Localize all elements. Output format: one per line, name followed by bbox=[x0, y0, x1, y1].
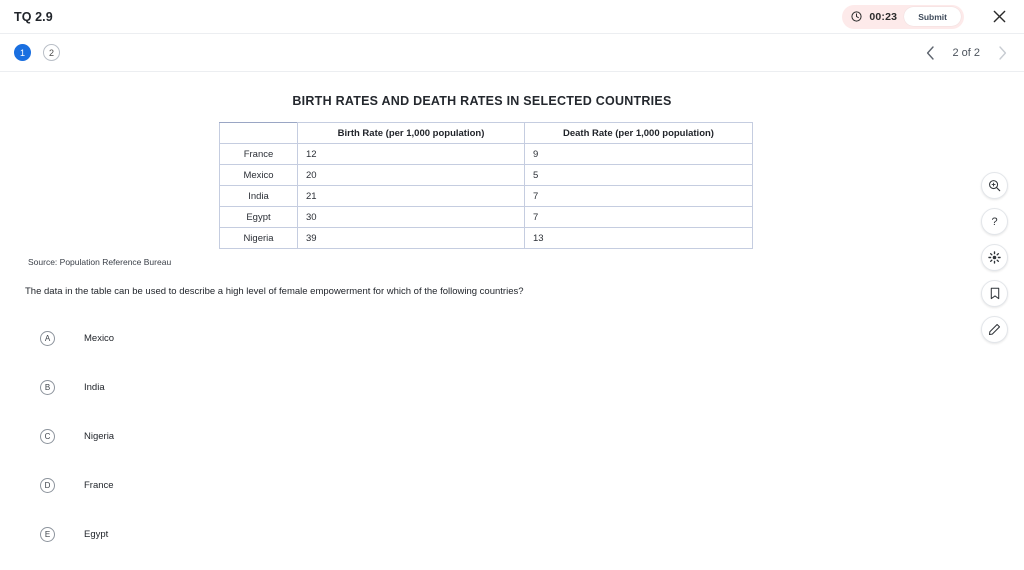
table-header-cell-birth-rate: Birth Rate (per 1,000 population) bbox=[298, 123, 525, 144]
table-cell-birth-rate: 20 bbox=[298, 165, 525, 186]
page-indicator: 2 of 2 bbox=[952, 46, 980, 59]
table-cell-birth-rate: 39 bbox=[298, 228, 525, 249]
choice-letter-d: D bbox=[40, 478, 55, 493]
choice-label-e: Egypt bbox=[84, 529, 109, 540]
choice-letter-e: E bbox=[40, 527, 55, 542]
choice-letter-b: B bbox=[40, 380, 55, 395]
data-table bbox=[219, 122, 753, 249]
question-number-1[interactable]: 1 bbox=[14, 44, 31, 61]
table-cell-death-rate: 5 bbox=[525, 165, 753, 186]
question-content bbox=[0, 72, 1024, 570]
table-row bbox=[220, 207, 753, 228]
table-cell-death-rate: 7 bbox=[525, 207, 753, 228]
table-row bbox=[220, 186, 753, 207]
table-cell-country: India bbox=[220, 186, 298, 207]
table-cell-death-rate: 7 bbox=[525, 186, 753, 207]
question-number-2[interactable]: 2 bbox=[43, 44, 60, 61]
chart-title: BIRTH RATES AND DEATH RATES IN SELECTED COUNTRIES bbox=[292, 94, 672, 108]
bookmark-icon[interactable] bbox=[981, 280, 1008, 307]
table-cell-country: Nigeria bbox=[220, 228, 298, 249]
chevron-left-icon[interactable] bbox=[922, 45, 938, 61]
table-header-row bbox=[220, 123, 753, 144]
choice-label-b: India bbox=[84, 382, 105, 393]
choice-label-d: France bbox=[84, 480, 114, 491]
pencil-icon[interactable] bbox=[981, 316, 1008, 343]
table-row bbox=[220, 228, 753, 249]
data-table-wrapper bbox=[219, 122, 752, 249]
table-cell-death-rate: 13 bbox=[525, 228, 753, 249]
answer-choice-e[interactable] bbox=[0, 510, 1024, 559]
clock-icon bbox=[851, 11, 862, 22]
zoom-in-icon[interactable] bbox=[981, 172, 1008, 199]
page-title: TQ 2.9 bbox=[14, 9, 53, 24]
table-cell-death-rate: 9 bbox=[525, 144, 753, 165]
table-header-cell-blank bbox=[220, 123, 298, 144]
choice-label-c: Nigeria bbox=[84, 431, 115, 442]
help-icon[interactable]: ? bbox=[981, 208, 1008, 235]
answer-choice-b[interactable] bbox=[0, 363, 1024, 412]
pagination bbox=[922, 45, 1010, 61]
timer-submit-group bbox=[842, 5, 964, 29]
timer-text: 00:23 bbox=[869, 10, 898, 23]
submit-button[interactable]: Submit bbox=[904, 7, 961, 26]
top-bar-right bbox=[842, 5, 1010, 29]
answer-choice-a[interactable] bbox=[0, 314, 1024, 363]
table-header-cell-death-rate: Death Rate (per 1,000 population) bbox=[525, 123, 753, 144]
answer-choice-d[interactable] bbox=[0, 461, 1024, 510]
table-cell-country: Mexico bbox=[220, 165, 298, 186]
table-cell-birth-rate: 21 bbox=[298, 186, 525, 207]
choice-letter-a: A bbox=[40, 331, 55, 346]
table-cell-birth-rate: 30 bbox=[298, 207, 525, 228]
settings-icon[interactable] bbox=[981, 244, 1008, 271]
table-cell-country: France bbox=[220, 144, 298, 165]
close-icon[interactable] bbox=[988, 6, 1010, 28]
table-cell-birth-rate: 12 bbox=[298, 144, 525, 165]
table-row bbox=[220, 144, 753, 165]
table-row bbox=[220, 165, 753, 186]
tool-rail bbox=[981, 172, 1008, 343]
source-note: Source: Population Reference Bureau bbox=[28, 257, 172, 267]
answer-choices bbox=[0, 314, 1024, 559]
question-prompt: The data in the table can be used to describe a high level of female empowerment for which of the following countries? bbox=[25, 286, 524, 297]
choice-label-a: Mexico bbox=[84, 333, 115, 344]
table-cell-country: Egypt bbox=[220, 207, 298, 228]
answer-choice-c[interactable] bbox=[0, 412, 1024, 461]
question-number-list bbox=[14, 44, 60, 61]
top-bar bbox=[0, 0, 1024, 34]
chevron-right-icon[interactable] bbox=[994, 45, 1010, 61]
question-nav-bar bbox=[0, 34, 1024, 72]
choice-letter-c: C bbox=[40, 429, 55, 444]
